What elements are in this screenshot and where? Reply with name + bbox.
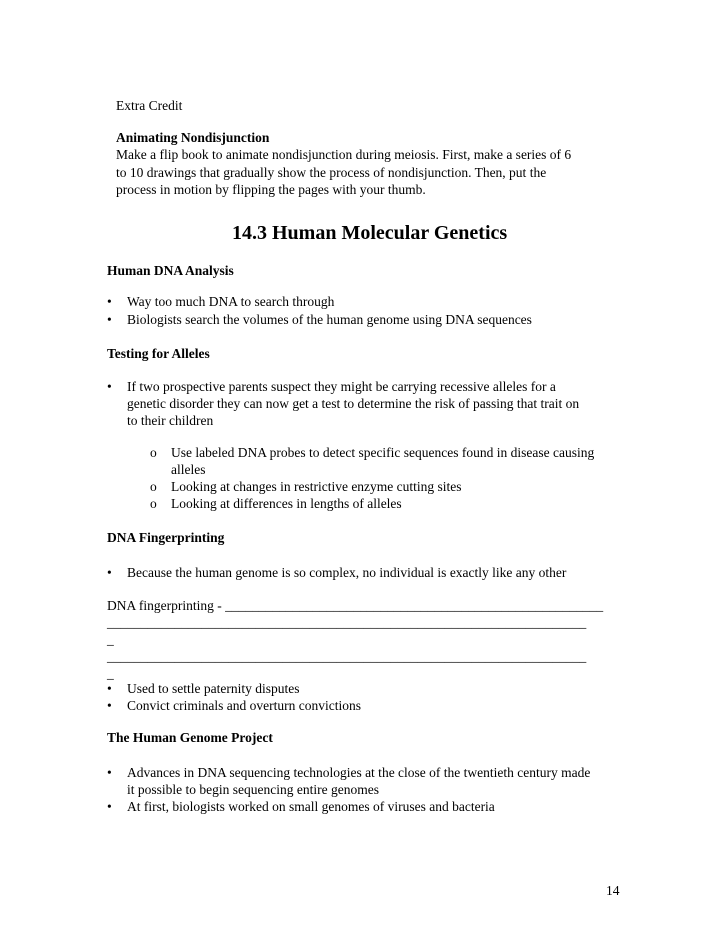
heading-dna-fingerprinting: DNA Fingerprinting <box>107 530 225 545</box>
bullet-icon: • <box>107 799 112 814</box>
fill-in-line: DNA fingerprinting - ________________________________________________________ <box>107 598 604 613</box>
bullet-text: it possible to begin sequencing entire genomes <box>127 782 379 797</box>
fill-in-line: _______________________________________________________________________ <box>107 649 587 664</box>
bullet-icon: • <box>107 312 112 327</box>
heading-testing-for-alleles: Testing for Alleles <box>107 346 210 361</box>
section-title: 14.3 Human Molecular Genetics <box>232 222 508 244</box>
sub-bullet-text: alleles <box>171 462 206 477</box>
bullet-text: to their children <box>127 413 214 428</box>
extra-credit-line: process in motion by flipping the pages with your thumb. <box>116 182 426 197</box>
sub-bullet-icon: o <box>150 479 157 494</box>
bullet-icon: • <box>107 294 112 309</box>
sub-bullet-icon: o <box>150 445 157 460</box>
heading-human-genome-project: The Human Genome Project <box>107 730 273 745</box>
bullet-text: genetic disorder they can now get a test to determine the risk of passing that trait on <box>127 396 580 411</box>
bullet-icon: • <box>107 698 112 713</box>
bullet-text: Way too much DNA to search through <box>127 294 335 309</box>
bullet-text: At first, biologists worked on small genomes of viruses and bacteria <box>127 799 495 814</box>
bullet-text: Convict criminals and overturn convictions <box>127 698 361 713</box>
fill-in-line: _______________________________________________________________________ <box>107 615 587 630</box>
extra-credit-label: Extra Credit <box>116 98 183 113</box>
page-number: 14 <box>606 883 620 898</box>
bullet-text: Because the human genome is so complex, no individual is exactly like any other <box>127 565 567 580</box>
sub-bullet-text: Looking at differences in lengths of alleles <box>171 496 402 511</box>
sub-bullet-text: Use labeled DNA probes to detect specific sequences found in disease causing <box>171 445 595 460</box>
bullet-icon: • <box>107 765 112 780</box>
bullet-text: Advances in DNA sequencing technologies at the close of the twentieth century made <box>127 765 591 780</box>
extra-credit-line: to 10 drawings that gradually show the process of nondisjunction. Then, put the <box>116 165 547 180</box>
sub-bullet-icon: o <box>150 496 157 511</box>
bullet-icon: • <box>107 379 112 394</box>
heading-human-dna-analysis: Human DNA Analysis <box>107 263 234 278</box>
extra-credit-line: Make a flip book to animate nondisjunction during meiosis. First, make a series of 6 <box>116 147 572 162</box>
fill-in-line: _ <box>107 632 114 647</box>
sub-bullet-text: Looking at changes in restrictive enzyme cutting sites <box>171 479 462 494</box>
extra-credit-title: Animating Nondisjunction <box>116 130 270 145</box>
bullet-text: Used to settle paternity disputes <box>127 681 300 696</box>
bullet-icon: • <box>107 565 112 580</box>
bullet-icon: • <box>107 681 112 696</box>
bullet-text: Biologists search the volumes of the human genome using DNA sequences <box>127 312 532 327</box>
fill-in-line: _ <box>107 666 114 681</box>
bullet-text: If two prospective parents suspect they might be carrying recessive alleles for a <box>127 379 556 394</box>
